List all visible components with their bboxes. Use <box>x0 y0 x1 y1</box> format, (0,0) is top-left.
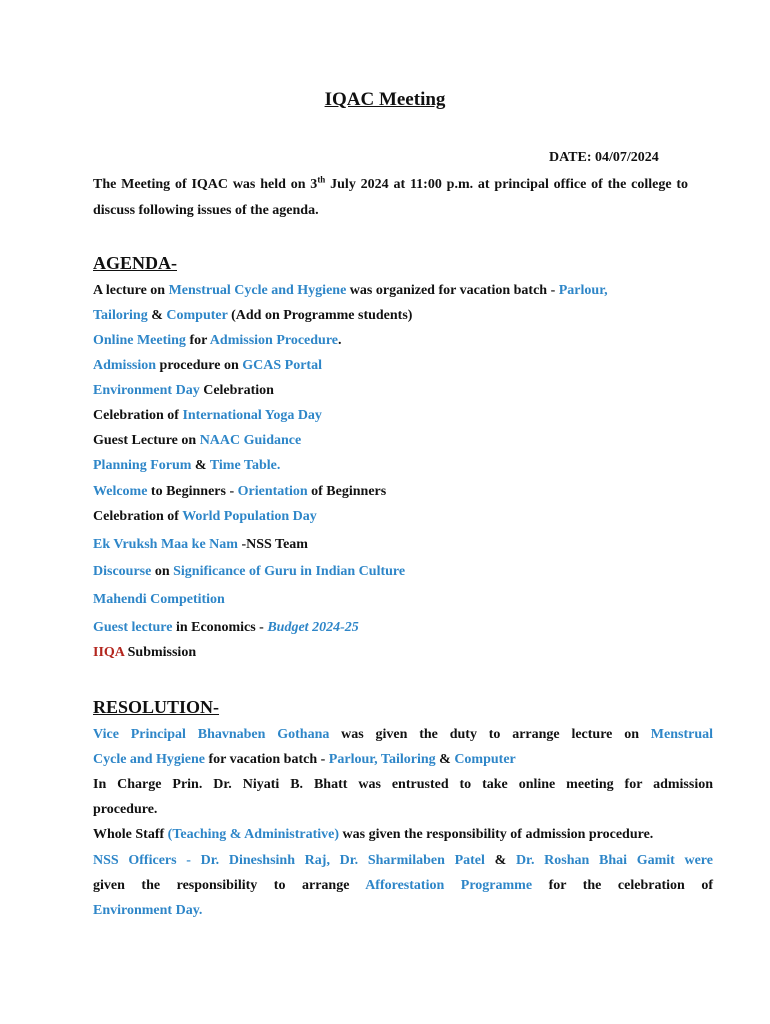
intro-paragraph <box>93 172 688 224</box>
agenda-item-segment: Admission Procedure <box>209 333 339 348</box>
agenda-item-segment: (Add on Programme students) <box>227 308 413 323</box>
agenda-item-6 <box>93 407 713 425</box>
agenda-item-segment: Guest Lecture on <box>93 433 200 448</box>
resolution-line-segment: for vacation batch - <box>205 752 329 767</box>
agenda-item-segment: Guest lecture <box>93 620 173 635</box>
meeting-date: DATE: 04/07/2024 <box>549 150 659 165</box>
agenda-item-9 <box>93 483 713 501</box>
agenda-item-segment: A lecture on <box>93 283 169 298</box>
agenda-item-segment: Tailoring <box>93 308 148 323</box>
agenda-item-segment: Parlour, <box>558 283 608 298</box>
agenda-item-segment: GCAS Portal <box>242 358 322 373</box>
agenda-item-segment: Welcome <box>93 484 148 499</box>
agenda-item-segment: to Beginners - <box>147 484 238 499</box>
resolution-line-segment: was given the responsibility of admission procedure. <box>339 827 654 842</box>
resolution-line-segment: given the responsibility to arrange <box>93 878 366 893</box>
resolution-line-segment: procedure. <box>93 802 158 817</box>
agenda-item-segment: on <box>151 564 174 579</box>
resolution-line-segment: Cycle and Hygiene <box>93 752 205 767</box>
agenda-item-2 <box>93 307 713 325</box>
resolution-line-3 <box>93 776 713 794</box>
resolution-line-2 <box>93 751 713 769</box>
agenda-item-segment: procedure on <box>156 358 243 373</box>
agenda-item-11 <box>93 536 713 554</box>
agenda-item-segment: Orientation <box>237 484 308 499</box>
agenda-heading: AGENDA- <box>93 253 177 273</box>
agenda-item-1 <box>93 282 713 300</box>
agenda-item-segment: Celebration of <box>93 509 183 524</box>
agenda-item-segment: in Economics - <box>172 620 268 635</box>
agenda-item-7 <box>93 432 713 450</box>
intro-text-start: The Meeting of IQAC was held on 3 <box>93 177 318 192</box>
agenda-item-segment: & <box>147 308 167 323</box>
agenda-item-14 <box>93 619 713 637</box>
agenda-item-segment: Celebration <box>199 383 274 398</box>
resolution-line-segment: Vice Principal Bhavnaben Gothana <box>93 727 330 742</box>
agenda-item-5 <box>93 382 713 400</box>
resolution-line-segment: Parlour, Tailoring <box>328 752 436 767</box>
resolution-line-segment: Afforestation Programme <box>365 878 533 893</box>
agenda-item-10 <box>93 508 713 526</box>
agenda-item-segment: was organized for vacation batch - <box>346 283 559 298</box>
intro-superscript: th <box>317 174 326 185</box>
resolution-line-segment: & <box>435 752 455 767</box>
agenda-item-segment: for <box>185 333 210 348</box>
agenda-item-12 <box>93 563 713 581</box>
resolution-line-segment: for the celebration of <box>532 878 713 893</box>
agenda-item-segment: Computer <box>166 308 228 323</box>
agenda-item-13 <box>93 591 713 609</box>
agenda-item-segment: International Yoga Day <box>182 408 322 423</box>
resolution-line-segment: Environment Day. <box>93 903 203 918</box>
agenda-item-segment: Discourse <box>93 564 152 579</box>
resolution-line-7 <box>93 877 713 895</box>
agenda-item-15 <box>93 644 713 662</box>
agenda-item-segment: IIQA <box>93 645 125 660</box>
agenda-item-segment: Ek Vruksh Maa ke Nam <box>93 537 242 552</box>
resolution-line-6 <box>93 852 713 870</box>
resolution-line-segment: (Teaching & Administrative) <box>167 827 340 842</box>
resolution-line-1 <box>93 726 713 744</box>
agenda-item-8 <box>93 457 713 475</box>
resolution-line-segment: & <box>484 853 516 868</box>
agenda-item-segment: -NSS Team <box>241 537 308 552</box>
resolution-line-8 <box>93 902 713 920</box>
agenda-item-3 <box>93 332 713 350</box>
resolution-line-segment: Menstrual <box>650 727 713 742</box>
agenda-item-4 <box>93 357 713 375</box>
resolution-line-segment: Whole Staff <box>93 827 168 842</box>
agenda-item-segment: . <box>338 333 342 348</box>
document-title: IQAC Meeting <box>324 89 446 110</box>
agenda-item-segment: Budget 2024-25 <box>267 620 359 635</box>
resolution-line-5 <box>93 826 713 844</box>
resolution-line-segment: Dr. Roshan Bhai Gamit were <box>515 853 713 868</box>
agenda-item-segment: NAAC Guidance <box>199 433 302 448</box>
agenda-item-segment: Menstrual Cycle and Hygiene <box>168 283 347 298</box>
resolution-line-segment: NSS Officers - Dr. Dineshsinh Raj, Dr. Sharmilaben Patel <box>93 853 485 868</box>
resolution-line-4 <box>93 801 713 819</box>
agenda-item-segment: Celebration of <box>93 408 183 423</box>
resolution-heading: RESOLUTION- <box>93 697 220 717</box>
resolution-line-segment: was given the duty to arrange lecture on <box>329 727 651 742</box>
resolution-line-segment: In Charge Prin. Dr. Niyati B. Bhatt was entrusted to take online meeting for admission <box>93 777 713 792</box>
agenda-item-segment: Online Meeting <box>93 333 186 348</box>
agenda-item-segment: Mahendi Competition <box>93 592 225 607</box>
agenda-item-segment: Environment Day <box>93 383 200 398</box>
agenda-item-segment: Planning Forum <box>93 458 192 473</box>
agenda-item-segment: Time Table. <box>209 458 281 473</box>
agenda-item-segment: Significance of Guru in Indian Culture <box>173 564 406 579</box>
agenda-item-segment: Admission <box>93 358 157 373</box>
agenda-item-segment: of Beginners <box>307 484 387 499</box>
agenda-item-segment: World Population Day <box>182 509 317 524</box>
resolution-line-segment: Computer <box>454 752 516 767</box>
agenda-item-segment: & <box>191 458 210 473</box>
intro-text-end: July 2024 at 11:00 p.m. at principal office of the college to discuss following issues of the agenda. <box>93 177 689 218</box>
agenda-item-segment: Submission <box>124 645 197 660</box>
